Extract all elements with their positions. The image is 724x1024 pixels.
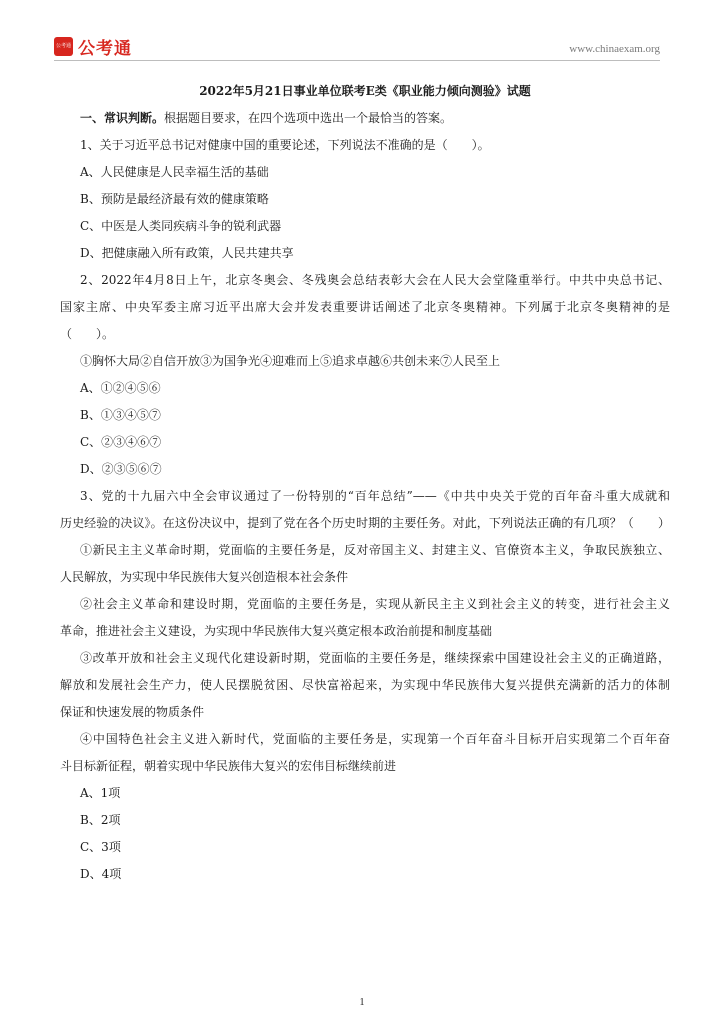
logo-text: 公考通 [78, 39, 132, 59]
question-1-stem: 1、关于习近平总书记对健康中国的重要论述，下列说法不准确的是（ ）。 [80, 138, 490, 152]
logo-badge-icon: 公考通 [54, 37, 73, 56]
question-3-option-b: B、2项 [80, 813, 121, 827]
question-3-stem-line: 3、党的十九届六中全会审议通过了一份特别的“百年总结”——《中共中央关于党的百年奋斗重大成就和 [80, 489, 670, 503]
question-1-option-c: C、中医是人类同疾病斗争的锐利武器 [80, 219, 282, 233]
question-3-statement-line: ②社会主义革命和建设时期，党面临的主要任务是，实现从新民主主义到社会主义的转变，进行社会主义 [80, 597, 670, 611]
question-2-stem-line: 国家主席、中央军委主席习近平出席大会并发表重要讲话阐述了北京冬奥精神。下列属于北京冬奥精神的是 [60, 300, 670, 314]
section-label: 一、常识判断。 [80, 111, 165, 125]
question-2-option-b: B、①③④⑤⑦ [80, 408, 161, 422]
question-3-statement-line: ④中国特色社会主义进入新时代，党面临的主要任务是，实现第一个百年奋斗目标开启实现第二个百年奋 [80, 732, 670, 746]
question-3-statement-line: 革命，推进社会主义建设，为实现中华民族伟大复兴奠定根本政治前提和制度基础 [60, 624, 493, 638]
question-3-statement-line: ③改革开放和社会主义现代化建设新时期，党面临的主要任务是，继续探索中国建设社会主义的正确道路， [80, 651, 670, 665]
question-3-statement-line: 斗目标新征程，朝着实现中华民族伟大复兴的宏伟目标继续前进 [60, 759, 397, 773]
question-1-option-b: B、预防是最经济最有效的健康策略 [80, 192, 269, 206]
document-body [60, 78, 670, 888]
question-2-option-c: C、②③④⑥⑦ [80, 435, 162, 449]
question-3-statement-line: 解放和发展社会生产力，使人民摆脱贫困、尽快富裕起来，为实现中华民族伟大复兴提供充满新的活力的体制 [60, 678, 670, 692]
question-3-statement-line: ①新民主主义革命时期，党面临的主要任务是，反对帝国主义、封建主义、官僚资本主义，争取民族独立、 [80, 543, 670, 557]
question-3-option-c: C、3项 [80, 840, 121, 854]
question-2-stem-line: （ ）。 [60, 327, 115, 341]
question-2-stem-line: 2、2022年4月8日上午，北京冬奥会、冬残奥会总结表彰大会在人民大会堂隆重举行。中共中央总书记、 [80, 273, 670, 287]
question-1-option-d: D、把健康融入所有政策，人民共建共享 [80, 246, 294, 260]
section-heading [60, 105, 670, 132]
question-2-option-d: D、②③⑤⑥⑦ [80, 462, 162, 476]
question-2-option-a: A、①②④⑤⑥ [80, 381, 161, 395]
document-title: 2022年5月21日事业单位联考E类《职业能力倾向测验》试题 [199, 84, 531, 98]
page-number: 1 [359, 997, 365, 1008]
site-url: www.chinaexam.org [569, 43, 660, 55]
section-instruction: 根据题目要求，在四个选项中选出一个最恰当的答案。 [164, 111, 453, 125]
question-3-option-d: D、4项 [80, 867, 122, 881]
question-1-option-a: A、人民健康是人民幸福生活的基础 [80, 165, 269, 179]
question-2-items: ①胸怀大局②自信开放③为国争光④迎难而上⑤追求卓越⑥共创未来⑦人民至上 [80, 354, 501, 368]
logo [54, 34, 132, 59]
question-3-option-a: A、1项 [80, 786, 121, 800]
question-3-statement-line: 人民解放，为实现中华民族伟大复兴创造根本社会条件 [60, 570, 349, 584]
question-3-stem-line: 历史经验的决议》。在这份决议中，提到了党在各个历史时期的主要任务。对此，下列说法正确的有几项？（ ） [60, 516, 670, 530]
page-header [54, 34, 660, 61]
question-3-statement-line: 保证和快速发展的物质条件 [60, 705, 205, 719]
